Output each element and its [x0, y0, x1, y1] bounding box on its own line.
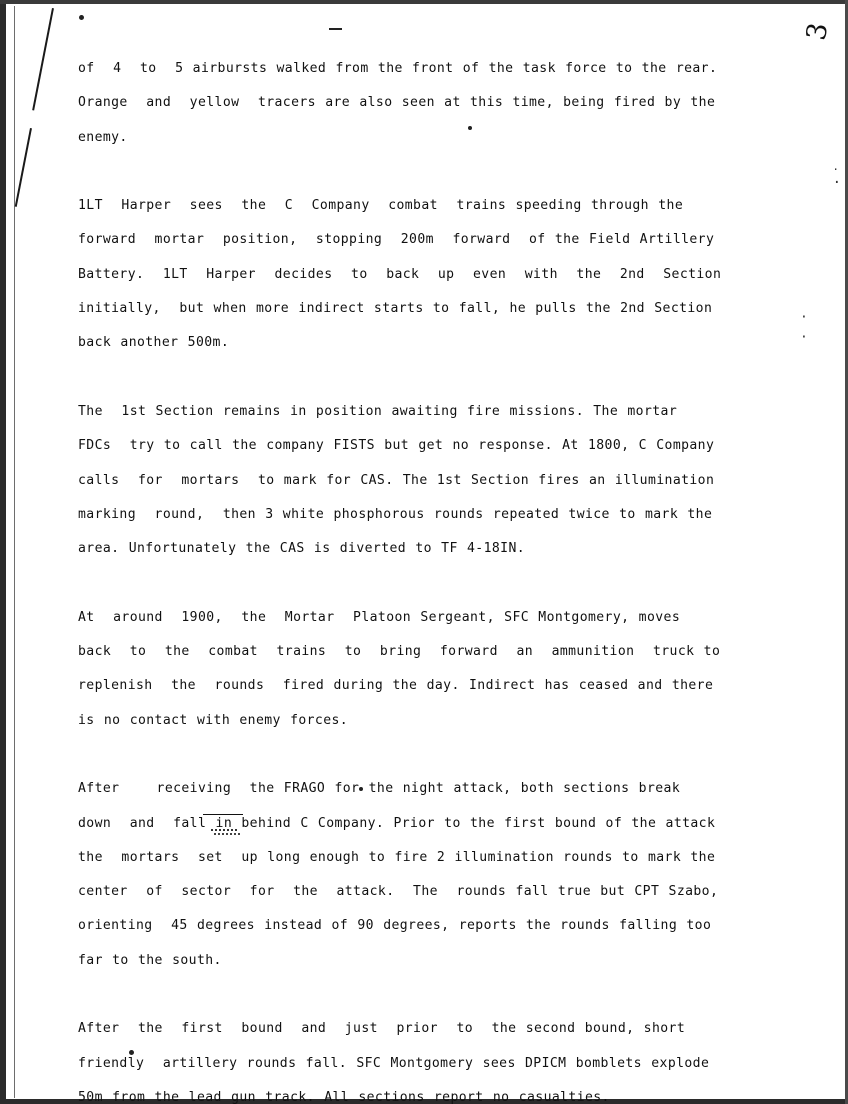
text-line: down and fall in behind C Company. Prior to the first bound of the attack — [78, 815, 716, 831]
margin-smudge: . — [832, 160, 839, 173]
page-number: 3 — [800, 20, 835, 43]
text-line: 1LT Harper sees the C Company combat trains speeding through the — [78, 198, 684, 214]
margin-smudge: · — [832, 175, 841, 191]
pen-mark-lower — [15, 128, 32, 207]
text-line: back another 500m. — [78, 335, 230, 351]
text-line: orienting 45 degrees instead of 90 degrees, reports the rounds falling too — [78, 918, 712, 934]
margin-smudge: · — [800, 330, 808, 345]
text-line: is no contact with enemy forces. — [78, 712, 349, 728]
text-line: After receiving the FRAGO for the night attack, both sections break — [78, 781, 681, 797]
text-line: forward mortar position, stopping 200m forward of the Field Artillery — [78, 232, 715, 248]
paragraph — [78, 566, 846, 737]
text-line: back to the combat trains to bring forward an ammunition truck to — [78, 644, 721, 660]
scan-dash-mark — [329, 28, 342, 30]
text-line: marking round, then 3 white phosphorous rounds repeated twice to mark the — [78, 506, 713, 522]
scan-edge-left — [0, 0, 6, 1104]
text-line: area. Unfortunately the CAS is diverted to TF 4-18IN. — [78, 541, 526, 557]
text-line: After the first bound and just prior to the second bound, short — [78, 1021, 686, 1037]
text-line: The 1st Section remains in position awaiting fire missions. The mortar — [78, 403, 678, 419]
text-line: FDCs try to call the company FISTS but get no response. At 1800, C Company — [78, 438, 715, 454]
text-line: enemy. — [78, 129, 128, 145]
text-line: calls for mortars to mark for CAS. The 1st Section fires an illumination — [78, 472, 715, 488]
text-line: replenish the rounds fired during the day. Indirect has ceased and there — [78, 678, 714, 694]
scan-speck — [79, 15, 84, 20]
pen-mark-upper — [32, 8, 54, 110]
paragraph — [78, 738, 846, 978]
text-line: the mortars set up long enough to fire 2 illumination rounds to mark the — [78, 849, 716, 865]
document-body — [78, 52, 846, 1104]
text-line: far to the south. — [78, 952, 222, 968]
text-line: initially, but when more indirect starts to fall, he pulls the 2nd Section — [78, 301, 713, 317]
text-line: Orange and yellow tracers are also seen at this time, being fired by the — [78, 95, 716, 111]
paragraph — [78, 978, 846, 1104]
scan-inner-line — [14, 6, 15, 1098]
text-line: At around 1900, the Mortar Platoon Sergeant, SFC Montgomery, moves — [78, 609, 681, 625]
text-line: of 4 to 5 airbursts walked from the front of the task force to the rear. — [78, 61, 718, 76]
paragraph — [78, 361, 846, 567]
margin-smudge: · — [800, 310, 808, 325]
text-line: center of sector for the attack. The rounds fall true but CPT Szabo, — [78, 884, 719, 900]
text-line: Battery. 1LT Harper decides to back up even with the 2nd Section — [78, 266, 722, 282]
paragraph — [78, 52, 846, 155]
text-line: 50m from the lead gun track. All sections report no casualties. — [78, 1089, 610, 1104]
scan-edge-top — [0, 0, 848, 4]
paragraph — [78, 155, 846, 361]
text-line: friendly artillery rounds fall. SFC Montgomery sees DPICM bomblets explode — [78, 1055, 710, 1071]
